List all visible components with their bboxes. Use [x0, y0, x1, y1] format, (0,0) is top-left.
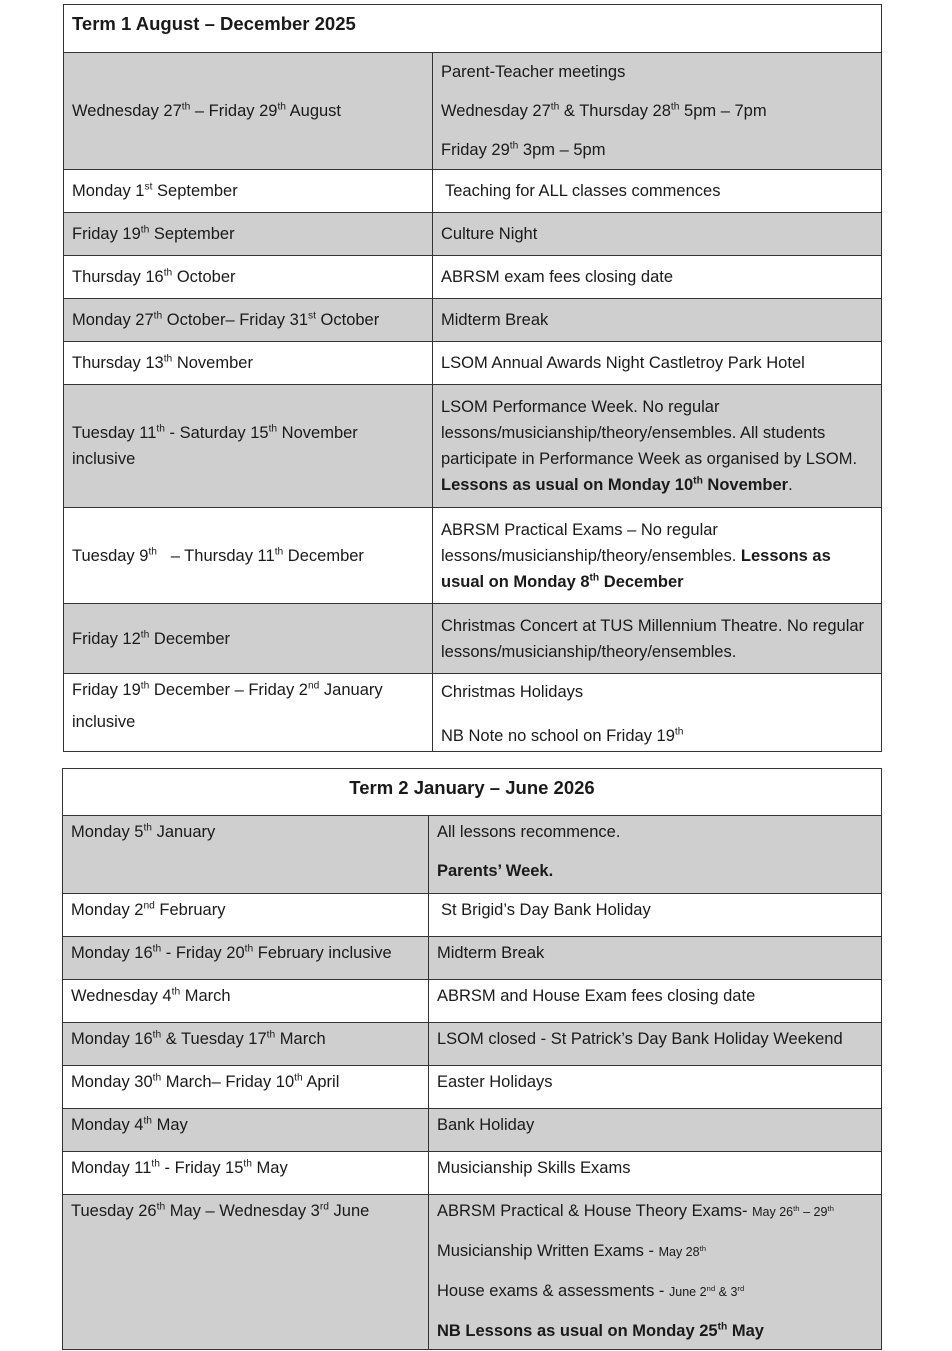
event-cell: ABRSM Practical Exams – No regular lessons/musicianship/theory/ensembles. Lessons as usual on Monday 8th December: [433, 508, 882, 604]
table-row: [64, 53, 882, 170]
table-row: [63, 1109, 882, 1152]
table-row: [64, 342, 882, 385]
event-cell: LSOM Performance Week. No regular lessons/musicianship/theory/ensembles. All students participate in Performance Week as organised by LSOM. Lessons as usual on Monday 10th November.: [433, 385, 882, 508]
table-row: [64, 256, 882, 299]
event-cell: ABRSM and House Exam fees closing date: [429, 980, 882, 1023]
date-cell: Thursday 13th November: [64, 342, 433, 385]
table-row: [63, 1195, 882, 1350]
event-cell: Bank Holiday: [429, 1109, 882, 1152]
term1-title: Term 1 August – December 2025: [64, 5, 882, 53]
event-cell: Culture Night: [433, 213, 882, 256]
table-row: [64, 170, 882, 213]
event-cell: Midterm Break: [429, 937, 882, 980]
table-row: [63, 1023, 882, 1066]
table-row: [63, 816, 882, 894]
date-cell: Monday 30th March– Friday 10th April: [63, 1066, 429, 1109]
table-row: [63, 894, 882, 937]
event-cell: LSOM Annual Awards Night Castletroy Park Hotel: [433, 342, 882, 385]
event-cell: Parent-Teacher meetings Wednesday 27th & Thursday 28th 5pm – 7pm Friday 29th 3pm – 5pm: [433, 53, 882, 170]
table-row: [64, 508, 882, 604]
date-cell: Wednesday 27th – Friday 29th August: [64, 53, 433, 170]
event-cell: ABRSM Practical & House Theory Exams- May 26th – 29th Musicianship Written Exams - May 28th House exams & assessments - June 2nd & 3rd NB Lessons as usual on Monday 25th May: [429, 1195, 882, 1350]
event-cell: ABRSM exam fees closing date: [433, 256, 882, 299]
event-cell: All lessons recommence. Parents’ Week.: [429, 816, 882, 894]
date-cell: Monday 2nd February: [63, 894, 429, 937]
event-cell: St Brigid’s Day Bank Holiday: [429, 894, 882, 937]
table-row: [63, 1066, 882, 1109]
table-row: [64, 385, 882, 508]
date-cell: Tuesday 9th – Thursday 11th December: [64, 508, 433, 604]
term2-title: Term 2 January – June 2026: [63, 769, 882, 816]
date-cell: Thursday 16th October: [64, 256, 433, 299]
event-cell: Teaching for ALL classes commences: [433, 170, 882, 213]
date-cell: Monday 11th - Friday 15th May: [63, 1152, 429, 1195]
table-row: [64, 674, 882, 752]
date-cell: Monday 5th January: [63, 816, 429, 894]
event-cell: Midterm Break: [433, 299, 882, 342]
term2-table: [62, 768, 882, 1350]
event-cell: Easter Holidays: [429, 1066, 882, 1109]
event-cell: Christmas Concert at TUS Millennium Theatre. No regular lessons/musicianship/theory/ensembles.: [433, 604, 882, 674]
date-cell: Monday 1st September: [64, 170, 433, 213]
table-row: [63, 980, 882, 1023]
event-cell: Christmas Holidays NB Note no school on Friday 19th: [433, 674, 882, 752]
table-row: [64, 299, 882, 342]
event-cell: Musicianship Skills Exams: [429, 1152, 882, 1195]
table-row: [64, 213, 882, 256]
date-cell: Monday 16th & Tuesday 17th March: [63, 1023, 429, 1066]
date-cell: Tuesday 11th - Saturday 15th November inclusive: [64, 385, 433, 508]
date-cell: Friday 19th September: [64, 213, 433, 256]
date-cell: Tuesday 26th May – Wednesday 3rd June: [63, 1195, 429, 1350]
table-row: [64, 604, 882, 674]
term1-table: [63, 4, 882, 752]
date-cell: Friday 12th December: [64, 604, 433, 674]
table-row: [63, 1152, 882, 1195]
date-cell: Friday 19th December – Friday 2nd January inclusive: [64, 674, 433, 752]
date-cell: Wednesday 4th March: [63, 980, 429, 1023]
date-cell: Monday 4th May: [63, 1109, 429, 1152]
date-cell: Monday 27th October– Friday 31st October: [64, 299, 433, 342]
table-row: [63, 937, 882, 980]
date-cell: Monday 16th - Friday 20th February inclusive: [63, 937, 429, 980]
event-cell: LSOM closed - St Patrick’s Day Bank Holiday Weekend: [429, 1023, 882, 1066]
